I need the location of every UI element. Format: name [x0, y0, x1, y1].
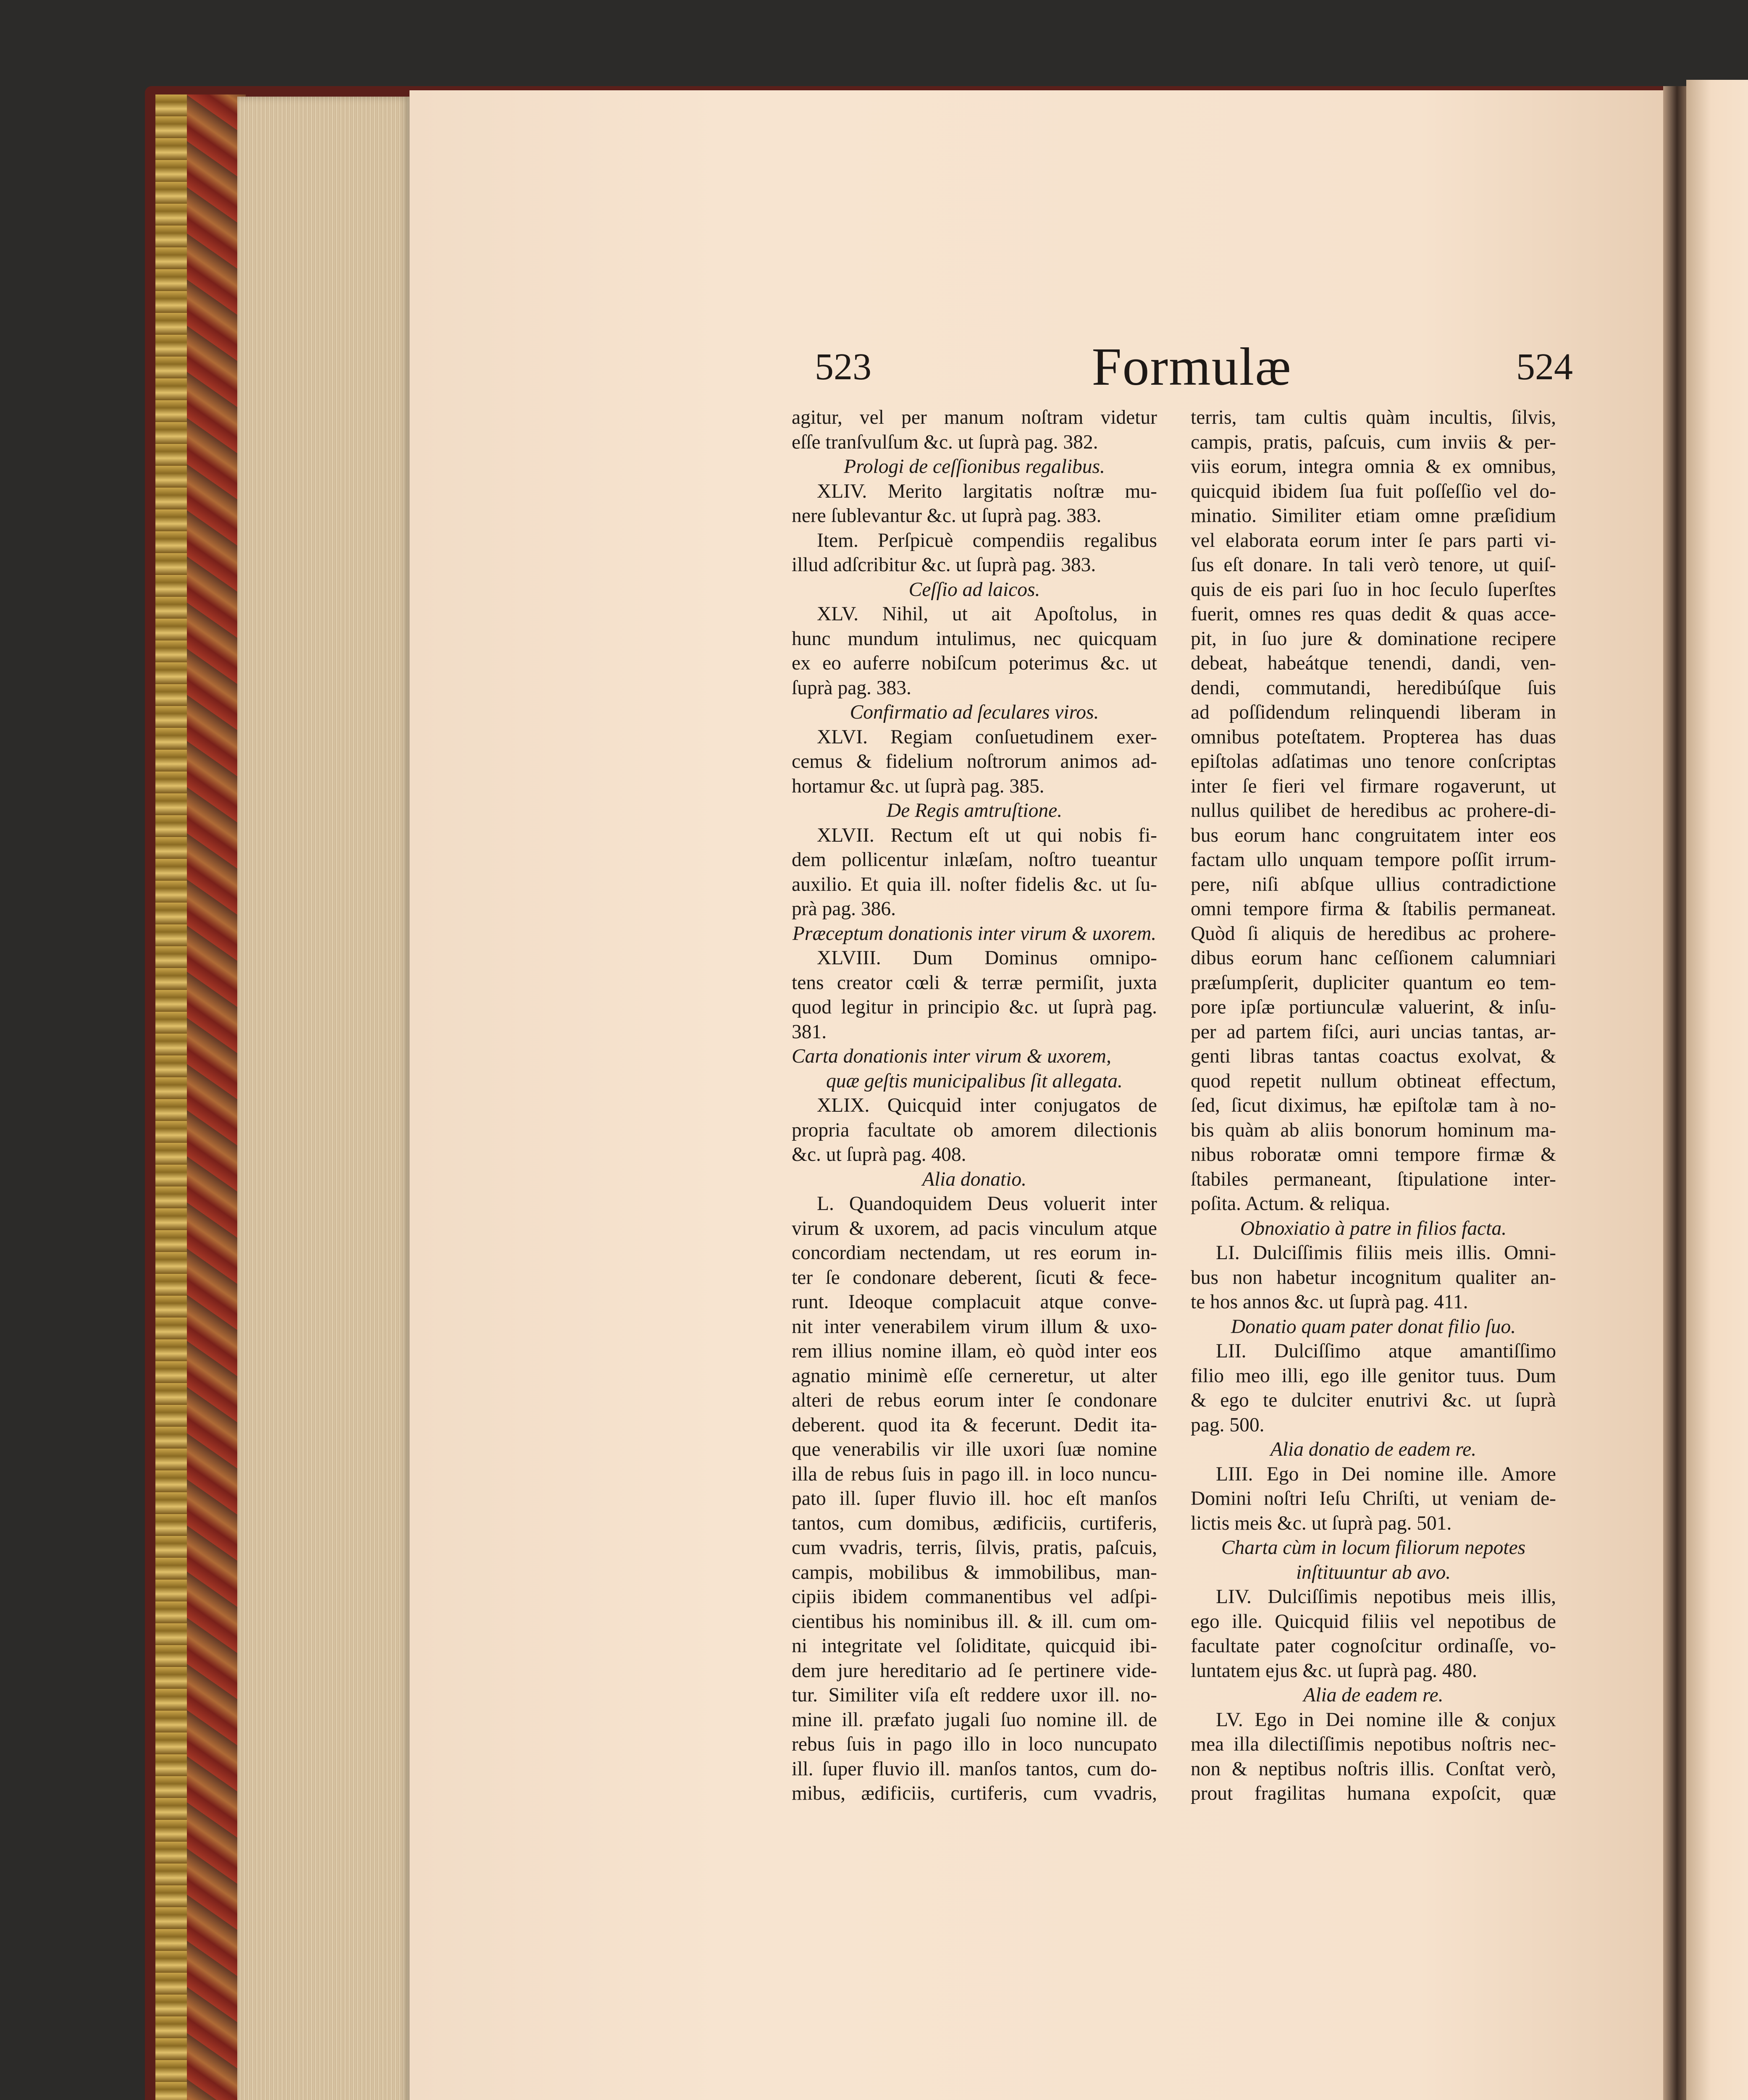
rubric-line: Obnoxiatio à patre in filios facta. [1240, 1217, 1507, 1239]
rubric-line: Charta cùm in locum filiorum nepotes [1221, 1537, 1526, 1559]
text-line: Item. Perſpicuè compendiis regalibus [817, 529, 1157, 551]
text-line: quicquid ibidem ſua fuit poſſeſſio vel do- [1191, 480, 1556, 502]
rubric-line: Carta donationis inter virum & uxorem, [792, 1045, 1111, 1067]
rubric-line: Donatio quam pater donat filio ſuo. [1231, 1315, 1516, 1338]
text-line: quod repetit nullum obtineat effectum, [1191, 1070, 1556, 1092]
text-line: LIII. Ego in Dei nomine ille. Amore [1216, 1463, 1556, 1485]
text-line: dendi, commutandi, heredibúſque ſuis [1191, 677, 1556, 699]
text-line: vel elaborata eorum inter ſe pars parti vi- [1191, 529, 1556, 551]
text-line: concordiam nectendam, ut res eorum in- [792, 1242, 1157, 1264]
text-line: ni integritate vel ſoliditate, quicquid ibi- [792, 1635, 1157, 1657]
book-gutter [1663, 86, 1688, 2100]
page-number-left: 523 [815, 346, 871, 388]
text-line: deberent. quod ita & fecerunt. Dedit ita- [792, 1414, 1157, 1436]
text-line: ter ſe condonare deberent, ſicuti & fece- [792, 1266, 1157, 1289]
text-line: rebus ſuis in pago illo in loco nuncupato [792, 1733, 1157, 1755]
text-line: dem pollicentur inlæſam, noſtro tueantur [792, 849, 1157, 871]
text-line: cientibus his nominibus ill. & ill. cum om- [792, 1610, 1157, 1633]
text-line: te hos annos &c. ut ſuprà pag. 411. [1191, 1291, 1468, 1313]
text-line: debeat, habeátque tenendi, dandi, ven- [1191, 652, 1556, 674]
text-line: XLIV. Merito largitatis noſtræ mu- [817, 480, 1157, 502]
text-line: eſſe tranſvulſum &c. ut ſuprà pag. 382. [792, 431, 1098, 453]
text-line: tantos, cum domibus, ædificiis, curtiferis, [792, 1512, 1157, 1534]
text-line: LIV. Dulciſſimis nepotibus meis illis, [1216, 1586, 1556, 1608]
text-line: rem illius nomine illam, eò quòd inter eos [792, 1340, 1157, 1362]
text-line: XLVI. Regiam conſuetudinem exer- [817, 726, 1157, 748]
marbled-endpaper [187, 94, 246, 2100]
rubric-line: Alia de eadem re. [1303, 1684, 1444, 1706]
text-line: &c. ut ſuprà pag. 408. [792, 1144, 966, 1166]
text-line: ex eo auferre nobiſcum poterimus &c. ut [792, 652, 1157, 674]
text-line: nit inter venerabilem virum illum & uxo- [792, 1315, 1157, 1338]
text-line: ill. ſuper fluvio ill. manſos tantos, cum do- [792, 1758, 1157, 1780]
text-line: pag. 500. [1191, 1414, 1265, 1436]
text-line: propria facultate ob amorem dilectionis [792, 1119, 1157, 1141]
text-line: pit, in ſuo jure & dominatione recipere [1191, 627, 1556, 650]
text-line: campis, mobilibus & immobilibus, man- [792, 1561, 1157, 1583]
text-line: bis quàm ab aliis bonorum hominum ma- [1191, 1119, 1556, 1141]
text-line: XLIX. Quicquid inter conjugatos de [817, 1095, 1157, 1116]
text-line: minatio. Similiter etiam omne præſidium [1191, 505, 1556, 527]
text-line: agitur, vel per manum noſtram videtur [792, 407, 1157, 428]
running-title: Formulæ [1092, 337, 1292, 396]
text-line: fuerit, omnes res quas dedit & quas acce- [1191, 603, 1556, 625]
text-line: ſuprà pag. 383. [792, 677, 911, 699]
text-line: illa de rebus ſuis in pago ill. in loco nuncu- [792, 1463, 1157, 1485]
page-edges [237, 97, 409, 2100]
text-line: ad poſſidendum relinquendi liberam in [1191, 701, 1556, 723]
text-line: præſumpſerit, dupliciter quantum eo tem- [1191, 971, 1556, 994]
text-line: lictis meis &c. ut ſuprà pag. 501. [1191, 1512, 1452, 1534]
text-line: nibus roboratæ omni tempore firmæ & [1191, 1144, 1556, 1166]
text-line: poſita. Actum. & reliqua. [1191, 1193, 1390, 1215]
text-line: virum & uxorem, ad pacis vinculum atque [792, 1217, 1157, 1239]
text-line: nere ſublevantur &c. ut ſuprà pag. 383. [792, 505, 1102, 527]
rubric-line: inſtituuntur ab avo. [1296, 1561, 1451, 1583]
text-line: pere, niſi abſque ullius contradictione [1191, 873, 1556, 895]
text-line: LI. Dulciſſimis filiis meis illis. Omni- [1216, 1242, 1556, 1264]
text-line: omnibus poteſtatem. Propterea has duas [1191, 726, 1556, 748]
text-line: prà pag. 386. [792, 898, 896, 920]
text-line: dem jure hereditario ad ſe pertinere vide- [792, 1659, 1157, 1682]
text-line: quis de eis pari ſuo in hoc ſeculo ſuperſtes [1191, 578, 1556, 601]
rubric-line: Prologi de ceſſionibus regalibus. [844, 456, 1105, 478]
text-line: non & neptibus noſtris illis. Conſtat verò, [1191, 1758, 1556, 1780]
text-line: que venerabilis vir ille uxori ſuæ nomine [792, 1438, 1157, 1460]
text-line: 381. [792, 1021, 827, 1043]
text-line: XLVII. Rectum eſt ut qui nobis fi- [817, 824, 1157, 846]
text-line: illud adſcribitur &c. ut ſuprà pag. 383. [792, 554, 1096, 576]
text-line: hortamur &c. ut ſuprà pag. 385. [792, 775, 1045, 797]
text-line: per ad partem fiſci, auri uncias tantas, ar- [1191, 1021, 1556, 1043]
text-line: dibus eorum hanc ceſſionem calumniari [1191, 947, 1556, 969]
page-number-right: 524 [1516, 346, 1573, 388]
text-line: epiſtolas adſatimas uno tenore conſcriptas [1191, 751, 1556, 772]
text-line: mibus, ædificiis, curtiferis, cum vvadris, [792, 1782, 1157, 1804]
text-line: bus eorum hanc congruitatem inter eos [1191, 824, 1556, 846]
text-line: cum vvadris, terris, ſilvis, pratis, paſcuis, [792, 1537, 1157, 1559]
text-line: L. Quandoquidem Deus voluerit inter [817, 1193, 1157, 1215]
rubric-line: De Regis amtruſtione. [886, 800, 1063, 822]
text-line: campis, pratis, paſcuis, cum inviis & per- [1191, 431, 1556, 453]
text-line: cipiis ibidem commanentibus vel adſpi- [792, 1586, 1157, 1608]
text-line: tur. Similiter viſa eſt reddere uxor ill. no- [792, 1684, 1157, 1706]
text-line: ſus eſt donare. In tali verò tenore, ut quiſ- [1191, 554, 1556, 576]
text-column-left [792, 405, 1157, 1806]
text-line: viis eorum, integra omnia & ex omnibus, [1191, 456, 1556, 478]
text-line: pore ipſæ portiunculæ valuerint, & inſu- [1191, 996, 1556, 1018]
text-line: genti libras tantas coactus exolvat, & [1191, 1045, 1556, 1067]
text-line: ſed, ſicut diximus, hæ epiſtolæ tam à no- [1191, 1095, 1556, 1116]
text-line: mine ill. præfato jugali ſuo nomine ill. de [792, 1709, 1157, 1731]
text-line: omni tempore firma & ſtabilis permaneat. [1191, 898, 1556, 920]
text-line: runt. Ideoque complacuit atque conve- [792, 1291, 1157, 1313]
text-line: filio meo illi, ego ille genitor tuus. Dum [1191, 1365, 1556, 1387]
text-line: XLV. Nihil, ut ait Apoſtolus, in [817, 603, 1157, 625]
text-line: cemus & fidelium noſtrorum animos ad- [792, 751, 1157, 772]
rubric-line: Alia donatio de eadem re. [1270, 1438, 1477, 1460]
text-line: bus non habetur incognitum qualiter an- [1191, 1266, 1556, 1289]
text-line: LII. Dulciſſimo atque amantiſſimo [1216, 1340, 1556, 1362]
gilt-border [155, 94, 187, 2100]
text-line: alteri de rebus eorum inter ſe condonare [792, 1389, 1157, 1411]
text-line: factam ullo unquam tempore poſſit irrum- [1191, 849, 1556, 871]
text-line: mea illa dilectiſſimis nepotibus noſtris nec- [1191, 1733, 1556, 1755]
text-line: quod legitur in principio &c. ut ſuprà pag. [792, 996, 1157, 1018]
rubric-line: Præceptum donationis inter virum & uxorem. [792, 922, 1157, 945]
page-header [811, 336, 1573, 399]
text-line: inter ſe fieri vel firmare rogaverunt, ut [1191, 775, 1556, 797]
text-line: hunc mundum intulimus, nec quicquam [792, 627, 1157, 650]
text-line: tens creator cœli & terræ permiſit, juxta [792, 971, 1157, 994]
text-line: Quòd ſi aliquis de heredibus ac prohere- [1191, 922, 1556, 945]
text-line: nullus quilibet de heredibus ac prohere-di- [1191, 800, 1556, 822]
text-line: LV. Ego in Dei nomine ille & conjux [1216, 1709, 1556, 1731]
text-line: agnatio minimè eſſe cerneretur, ut alter [792, 1365, 1157, 1387]
text-column-right [1191, 405, 1556, 1806]
text-line: prout fragilitas humana expoſcit, quæ [1191, 1782, 1556, 1804]
text-line: & ego te dulciter enutrivi &c. ut ſuprà [1191, 1389, 1556, 1411]
rubric-line: Alia donatio. [922, 1168, 1027, 1190]
rubric-line: Confirmatio ad ſeculares viros. [850, 701, 1099, 723]
rubric-line: quæ geſtis municipalibus ſit allegata. [826, 1070, 1123, 1092]
text-line: facultate pater cognoſcitur ordinaſſe, vo- [1191, 1635, 1556, 1657]
text-line: terris, tam cultis quàm incultis, ſilvis, [1191, 407, 1556, 428]
text-line: XLVIII. Dum Dominus omnipo- [817, 947, 1157, 969]
text-line: Domini noſtri Ieſu Chriſti, ut veniam de- [1191, 1488, 1556, 1509]
text-line: luntatem ejus &c. ut ſuprà pag. 480. [1191, 1659, 1478, 1682]
rubric-line: Ceſſio ad laicos. [908, 578, 1040, 601]
text-line: auxilio. Et quia ill. noſter fidelis &c. ut ſu- [792, 873, 1157, 895]
text-line: pato ill. ſuper fluvio ill. hoc eſt manſos [792, 1488, 1157, 1509]
facing-page-edge [1686, 80, 1748, 2100]
text-line: ego ille. Quicquid filiis vel nepotibus de [1191, 1610, 1556, 1633]
text-line: ſtabiles permaneant, ſtipulatione inter- [1191, 1168, 1556, 1190]
